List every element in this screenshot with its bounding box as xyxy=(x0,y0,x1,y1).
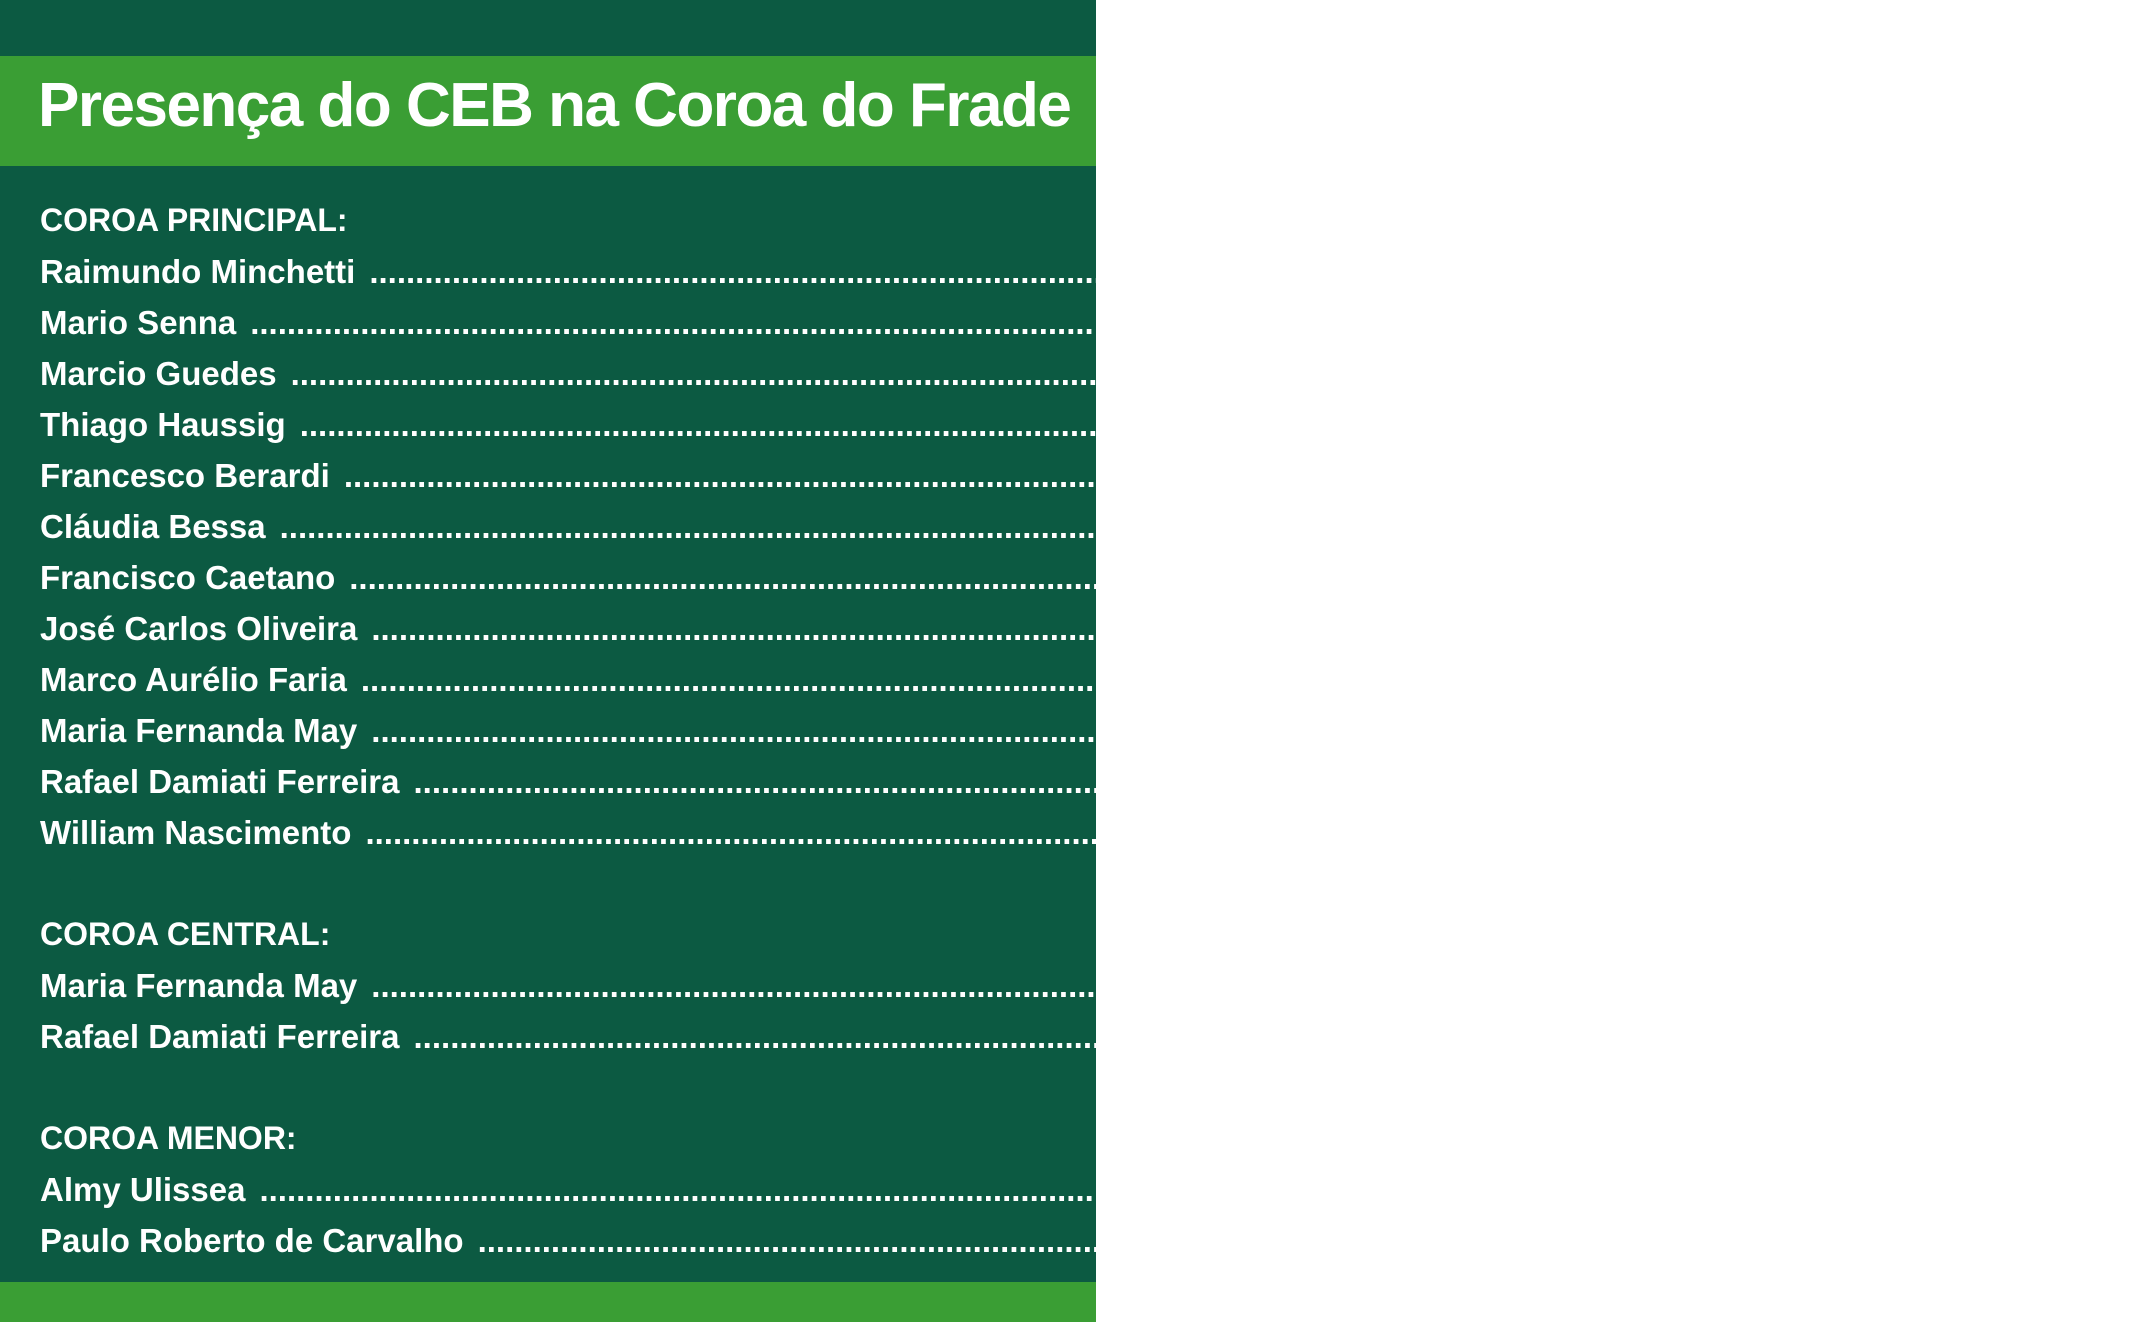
bottom-bar xyxy=(0,1282,1096,1322)
list-item xyxy=(40,552,2012,603)
dot-leader: ................................................................................................................................................................ xyxy=(299,406,1767,443)
list-item xyxy=(40,501,1942,552)
ascent-date: (08/09/2007) xyxy=(1846,610,2034,647)
list-item xyxy=(40,450,2006,501)
ascent-date: (03/05/1980) xyxy=(1844,253,2032,290)
section-heading: COROA PRINCIPAL: xyxy=(40,202,348,238)
ascent-date: (08/09/2007) xyxy=(1824,559,2012,596)
climber-name: Rafael Damiati Ferreira xyxy=(40,1018,400,1055)
dot-leader: ................................................................................................................................................................ xyxy=(413,1018,1881,1055)
ascent-date: (13/07/2019) xyxy=(1846,712,2034,749)
list-item xyxy=(40,654,2023,705)
dot-leader: ................................................................................................................................................................ xyxy=(360,661,1828,698)
ascent-date: (07/07/2007) xyxy=(1774,406,1962,443)
ascent-date: (13/07/2019) xyxy=(1888,763,2076,800)
ascent-date: (03/05/1980) xyxy=(1725,304,1913,341)
section-heading: COROA CENTRAL: xyxy=(40,916,331,952)
list-item xyxy=(40,1215,2138,1266)
list-item xyxy=(40,756,2076,807)
dot-leader: ................................................................................................................................................................ xyxy=(343,457,1811,494)
list-item xyxy=(40,603,2034,654)
dot-leader: ................................................................................................................................................................ xyxy=(369,253,1837,290)
list-item xyxy=(40,960,2034,1011)
climber-name: Mario Senna xyxy=(40,304,237,341)
dot-leader: ................................................................................................................................................................ xyxy=(349,559,1817,596)
ascent-date: (13/07/2019) xyxy=(1840,814,2028,851)
summit-section xyxy=(40,1113,2138,1266)
summit-section xyxy=(40,195,2076,858)
section-heading: COROA MENOR: xyxy=(40,1120,297,1156)
dot-leader: ................................................................................................................................................................ xyxy=(371,712,1839,749)
list-item xyxy=(40,348,1953,399)
dot-leader: ................................................................................................................................................................ xyxy=(477,1222,1945,1259)
climber-name: José Carlos Oliveira xyxy=(40,610,358,647)
ascent-date: (07/07/2007) xyxy=(1765,355,1953,392)
list-item xyxy=(40,297,1913,348)
climber-name: Paulo Roberto de Carvalho xyxy=(40,1222,464,1259)
dot-leader: ................................................................................................................................................................ xyxy=(290,355,1758,392)
ascent-date: (27/11/1940) xyxy=(1734,1171,1920,1208)
climber-name: Maria Fernanda May xyxy=(40,967,358,1004)
list-item xyxy=(40,1164,1920,1215)
climber-name: Marcio Guedes xyxy=(40,355,277,392)
dot-leader: ................................................................................................................................................................ xyxy=(365,814,1833,851)
list-item xyxy=(40,1011,2076,1062)
list-item xyxy=(40,807,2028,858)
ascent-date: (13/07/2019) xyxy=(1846,967,2034,1004)
dot-leader: ................................................................................................................................................................ xyxy=(413,763,1881,800)
climber-name: Cláudia Bessa xyxy=(40,508,266,545)
ascent-date: (08/09/2007) xyxy=(1754,508,1942,545)
list-item xyxy=(40,705,2034,756)
dot-leader: ................................................................................................................................................................ xyxy=(279,508,1747,545)
climber-name: Francesco Berardi xyxy=(40,457,330,494)
ascent-date: (27/11/1940) xyxy=(1952,1222,2138,1259)
climber-name: Maria Fernanda May xyxy=(40,712,358,749)
climber-name: Francisco Caetano xyxy=(40,559,336,596)
summit-sections xyxy=(40,195,2138,1317)
ascent-date: (13/07/2019) xyxy=(1888,1018,2076,1055)
page-title: Presença do CEB na Coroa do Frade xyxy=(38,71,1071,140)
climber-name: Raimundo Minchetti xyxy=(40,253,356,290)
dot-leader: ................................................................................................................................................................ xyxy=(371,610,1839,647)
ascent-date: (08/09/2007) xyxy=(1818,457,2006,494)
climber-name: Marco Aurélio Faria xyxy=(40,661,347,698)
dot-leader: ................................................................................................................................................................ xyxy=(259,1171,1727,1208)
climber-name: Rafael Damiati Ferreira xyxy=(40,763,400,800)
dot-leader: ................................................................................................................................................................ xyxy=(371,967,1839,1004)
climber-name: Thiago Haussig xyxy=(40,406,286,443)
list-item xyxy=(40,246,2032,297)
dot-leader: ................................................................................................................................................................ xyxy=(250,304,1718,341)
list-item xyxy=(40,399,1962,450)
ascent-date: (08/09/2007) xyxy=(1835,661,2023,698)
summit-section xyxy=(40,909,2076,1062)
climber-name: William Nascimento xyxy=(40,814,352,851)
climber-name: Almy Ulissea xyxy=(40,1171,246,1208)
